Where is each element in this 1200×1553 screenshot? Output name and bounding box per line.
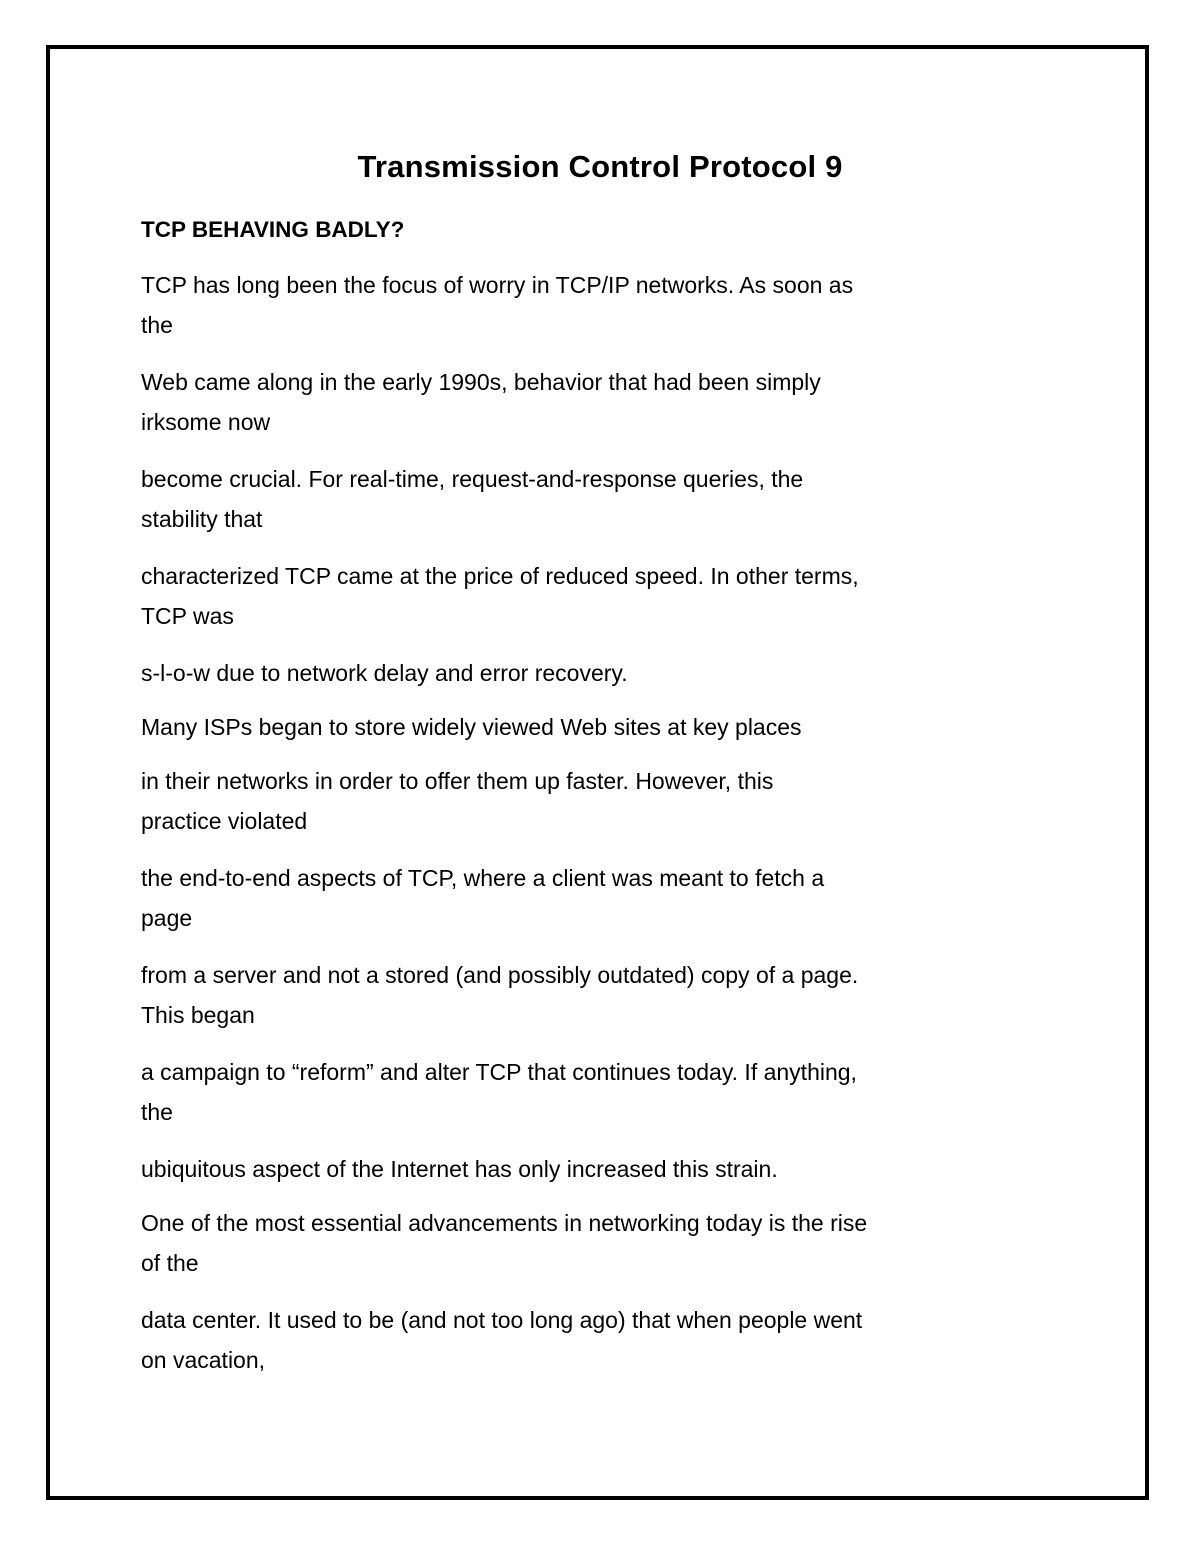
paragraph: become crucial. For real-time, request-and-response queries, the stability that (141, 466, 804, 532)
paragraph: in their networks in order to offer them up faster. However, this practice violated (141, 768, 774, 834)
paragraph: Many ISPs began to store widely viewed Web sites at key places (141, 714, 802, 740)
paragraph: TCP has long been the focus of worry in TCP/IP networks. As soon as the (141, 272, 854, 338)
paragraph: the end-to-end aspects of TCP, where a client was meant to fetch a page (141, 865, 825, 931)
paragraph: a campaign to “reform” and alter TCP that continues today. If anything, the (141, 1059, 857, 1125)
paragraph: ubiquitous aspect of the Internet has only increased this strain. (141, 1156, 778, 1182)
paragraph: data center. It used to be (and not too long ago) that when people went on vacation, (141, 1307, 863, 1373)
document-body (141, 148, 1076, 1397)
paragraph: characterized TCP came at the price of reduced speed. In other terms, TCP was (141, 563, 859, 629)
paragraph: from a server and not a stored (and possibly outdated) copy of a page. This began (141, 962, 859, 1028)
paragraph: Web came along in the early 1990s, behavior that had been simply irksome now (141, 369, 821, 435)
page-title: Transmission Control Protocol 9 (357, 149, 843, 184)
paragraph: One of the most essential advancements in networking today is the rise of the (141, 1210, 868, 1276)
section-heading: TCP BEHAVING BADLY? (141, 217, 405, 242)
paragraph: s-l-o-w due to network delay and error recovery. (141, 660, 628, 686)
